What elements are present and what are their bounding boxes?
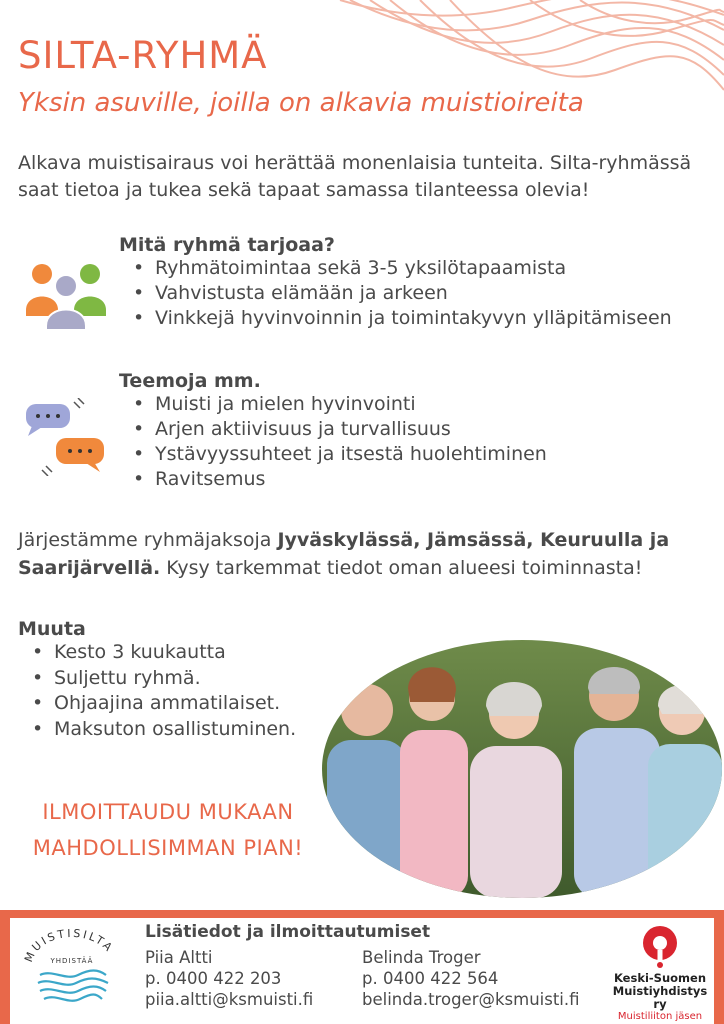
people-group-icon xyxy=(26,260,108,330)
logo-line-1: Keski-Suomen xyxy=(613,971,707,985)
cta-line-1: ILMOITTAUDU MUKAAN xyxy=(42,800,294,824)
keski-suomen-logo xyxy=(605,924,715,1023)
intro-paragraph: Alkava muistisairaus voi herättää monenlaisia tunteita. Silta-ryhmässä saat tietoa ja tukea sekä tapaat samassa tilanteessa olevia! xyxy=(18,152,692,201)
list-item: • Muisti ja mielen hyvinvointi xyxy=(155,392,547,417)
list-item: • Arjen aktiivisuus ja turvallisuus xyxy=(155,417,547,442)
contact-phone[interactable]: p. 0400 422 564 xyxy=(362,969,499,988)
list-item: • Ryhmätoimintaa sekä 3-5 yksilötapaamista xyxy=(155,256,672,281)
themes-title: Teemoja mm. xyxy=(119,370,261,392)
svg-text:MUISTISILTA: MUISTISILTA xyxy=(22,926,117,964)
footer-heading: Lisätiedot ja ilmoittautumiset xyxy=(145,922,431,942)
call-to-action xyxy=(18,794,318,866)
decorative-waves xyxy=(330,0,724,95)
cta-line-2: MAHDOLLISIMMAN PIAN! xyxy=(32,836,304,860)
list-item: • Kesto 3 kuukautta xyxy=(54,640,296,666)
page-title: SILTA-RYHMÄ xyxy=(18,34,268,77)
muistiliitto-mark-icon xyxy=(638,924,682,968)
list-item: • Ravitsemus xyxy=(155,467,547,492)
seniors-photo xyxy=(322,640,722,898)
offer-section xyxy=(119,234,672,331)
page-subtitle: Yksin asuville, joilla on alkavia muistioireita xyxy=(18,88,584,118)
themes-section xyxy=(119,370,547,492)
svg-text:YHDISTÄÄ: YHDISTÄÄ xyxy=(50,957,94,965)
contact-email[interactable]: belinda.troger@ksmuisti.fi xyxy=(362,990,580,1009)
locations-paragraph xyxy=(18,526,718,582)
locations-suffix: Kysy tarkemmat tiedot oman alueesi toiminnasta! xyxy=(160,557,643,579)
locations-places: Jyväskylässä, Jämsässä, Keuruulla ja Saarijärvellä. xyxy=(18,529,670,579)
other-title: Muuta xyxy=(18,618,86,640)
chat-bubbles-icon xyxy=(22,398,110,476)
contact-name: Piia Altti xyxy=(145,948,213,967)
offer-title: Mitä ryhmä tarjoaa? xyxy=(119,234,335,256)
list-item: • Vinkkejä hyvinvoinnin ja toimintakyvyn ylläpitämiseen xyxy=(155,306,672,331)
logo-line-2: Muistiyhdistys ry xyxy=(612,984,708,1011)
list-item: • Vahvistusta elämään ja arkeen xyxy=(155,281,672,306)
contact-belinda xyxy=(362,947,580,1010)
list-item: • Ystävyyssuhteet ja itsestä huolehtiminen xyxy=(155,442,547,467)
contact-email[interactable]: piia.altti@ksmuisti.fi xyxy=(145,990,314,1009)
other-section xyxy=(18,618,296,742)
contact-phone[interactable]: p. 0400 422 203 xyxy=(145,969,282,988)
contact-piia xyxy=(145,947,313,1010)
list-item: • Ohjaajina ammatilaiset. xyxy=(54,691,296,717)
contact-name: Belinda Troger xyxy=(362,948,481,967)
list-item: • Suljettu ryhmä. xyxy=(54,666,296,692)
list-item: • Maksuton osallistuminen. xyxy=(54,717,296,743)
muistisilta-logo xyxy=(22,925,122,1019)
locations-prefix: Järjestämme ryhmäjaksoja xyxy=(18,529,278,551)
logo-line-3: Muistiliiton jäsen xyxy=(617,1011,703,1022)
